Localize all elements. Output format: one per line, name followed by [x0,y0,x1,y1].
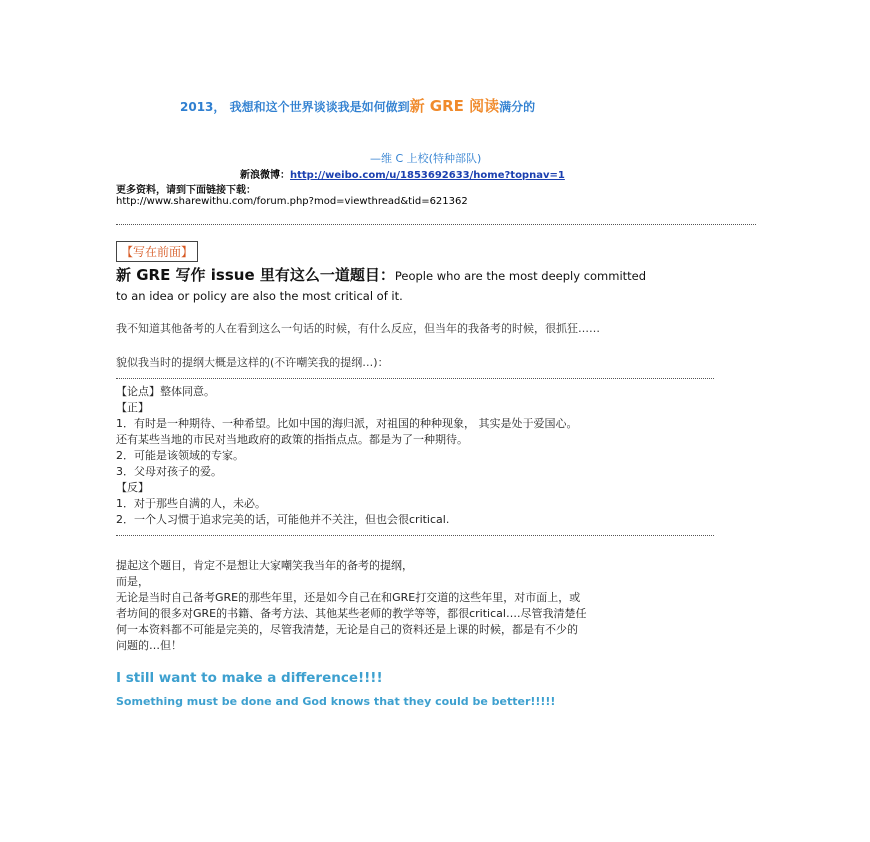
closing-line: 者坊间的很多对GRE的书籍、备考方法、其他某些老师的教学等等，都很critical….尽管我清楚任 [116,607,587,620]
outline-line: 2．可能是该领域的专家。 [116,449,244,462]
outline-line: 1．对于那些自满的人，未必。 [116,497,266,510]
divider-outline-bottom [116,535,714,536]
author-byline: —维 C 上校(特种部队) [370,152,482,165]
closing-line: 无论是当时自己备考GRE的那些年里，还是如今自己在和GRE打交道的这些年里，对市面上，或 [116,591,581,604]
outline-line: 【论点】整体同意。 [116,385,215,398]
title-suffix: 满分的 [499,100,536,114]
headline-en-1: People who are the most deeply committed [394,269,647,283]
divider-top [116,224,756,225]
closing-line: 何一本资料都不可能是完美的，尽管我清楚，无论是自己的资料还是上课的时候，都是有不少的 [116,623,578,636]
title-prefix: 2013， 我想和这个世界谈谈我是如何做到 [180,100,410,114]
headline-en-2: to an idea or policy are also the most critical of it. [116,289,403,303]
outline-line: 【反】 [116,481,149,494]
closing-line: 问题的…但！ [116,639,182,652]
more-resources-label: 更多资料，请到下面链接下载： [116,185,256,196]
weibo-link[interactable]: http://weibo.com/u/1853692633/home?topnav=1 [290,170,565,181]
slogan-primary: I still want to make a difference!!!! [116,670,383,686]
outline-line: 2．一个人习惯于追求完美的话，可能他并不关注，但也会很critical. [116,513,450,526]
divider-outline-top [116,378,714,379]
paragraph-2: 貌似我当时的提纲大概是这样的(不许嘲笑我的提纲…)： [116,356,389,369]
outline-line: 还有某些当地的市民对当地政府的政策的指指点点。都是为了一种期待。 [116,433,468,446]
weibo-label: 新浪微博： [240,170,290,181]
closing-line: 而是， [116,575,149,588]
slogan-secondary: Something must be done and God knows that they could be better!!!!! [116,695,556,708]
title-highlight: 新 GRE 阅读 [409,97,500,115]
outline-line: 3．父母对孩子的爱。 [116,465,222,478]
document-title [180,95,535,116]
issue-headline [116,264,646,285]
download-link[interactable]: http://www.sharewithu.com/forum.php?mod=viewthread&tid=621362 [116,196,468,207]
paragraph-1: 我不知道其他备考的人在看到这么一句话的时候，有什么反应，但当年的我备考的时候，很抓狂…… [116,322,600,335]
section-box-label: 【写在前面】 [116,241,198,262]
outline-line: 【正】 [116,401,149,414]
headline-cn: 新 GRE 写作 issue 里有这么一道题目： [116,266,395,284]
outline-line: 1．有时是一种期待、一种希望。比如中国的海归派，对祖国的种种现象， 其实是处于爱国心。 [116,417,578,430]
weibo-line [240,166,565,181]
closing-line: 提起这个题目，肯定不是想让大家嘲笑我当年的备考的提纲， [116,559,413,572]
